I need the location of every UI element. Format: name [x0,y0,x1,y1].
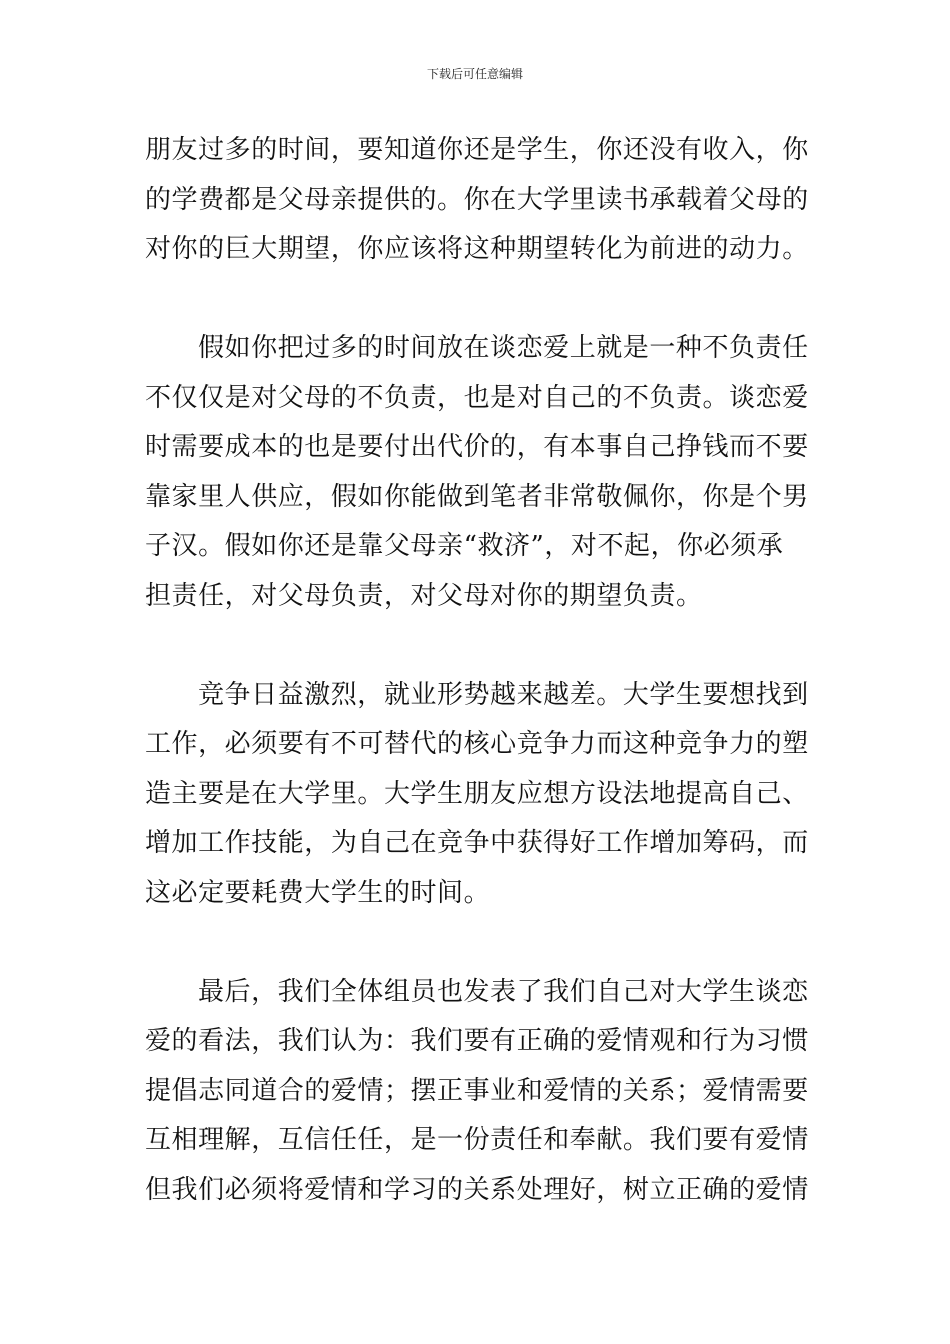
paragraph-3 [145,671,809,919]
paragraph-4 [145,968,809,1216]
paragraph-line: 提倡志同道合的爱情；摆正事业和爱情的关系；爱情需要 [145,1075,809,1106]
paragraph-line: 但我们必须将爱情和学习的关系处理好，树立正确的爱情 [145,1174,809,1205]
document-body [145,126,809,1215]
paragraph-2 [145,324,809,621]
paragraph-line: 爱的看法，我们认为：我们要有正确的爱情观和行为习惯 [145,1026,809,1056]
page-header: 下载后可任意编辑 [426,67,523,81]
paragraph-line: 这必定要耗费大学生的时间。 [145,877,491,908]
paragraph-line: 靠家里人供应，假如你能做到笔者非常敬佩你，你是个男 [145,481,809,512]
paragraph-line: 互相理解，互信任任，是一份责任和奉献。我们要有爱情 [145,1125,809,1155]
paragraph-gap [145,621,809,671]
paragraph-line: 的学费都是父母亲提供的。你在大学里读书承载着父母的 [145,184,809,215]
paragraph-line: 增加工作技能，为自己在竞争中获得好工作增加筹码，而 [145,828,809,858]
paragraph-line: 担责任，对父母负责，对父母对你的期望负责。 [145,580,703,611]
paragraph-gap [145,918,809,968]
paragraph-line: 对你的巨大期望，你应该将这种期望转化为前进的动力。 [145,234,809,264]
paragraph-line: 最后，我们全体组员也发表了我们自己对大学生谈恋 [198,976,809,1007]
paragraph-line: 不仅仅是对父母的不负责，也是对自己的不负责。谈恋爱 [145,382,809,413]
paragraph-line: 竞争日益激烈，就业形势越来越差。大学生要想找到 [198,679,809,710]
paragraph-1 [145,126,809,275]
paragraph-line: 假如你把过多的时间放在谈恋爱上就是一种不负责任 [198,333,809,363]
paragraph-gap [145,275,809,325]
paragraph-line: 朋友过多的时间，要知道你还是学生，你还没有收入，你 [145,135,809,165]
paragraph-line: 造主要是在大学里。大学生朋友应想方设法地提高自己、 [145,778,809,809]
paragraph-line: 子汉。假如你还是靠父母亲“救济”，对不起，你必须承 [145,531,784,561]
paragraph-line: 时需要成本的也是要付出代价的，有本事自己挣钱而不要 [145,432,809,462]
paragraph-line: 工作，必须要有不可替代的核心竞争力而这种竞争力的塑 [145,729,809,759]
